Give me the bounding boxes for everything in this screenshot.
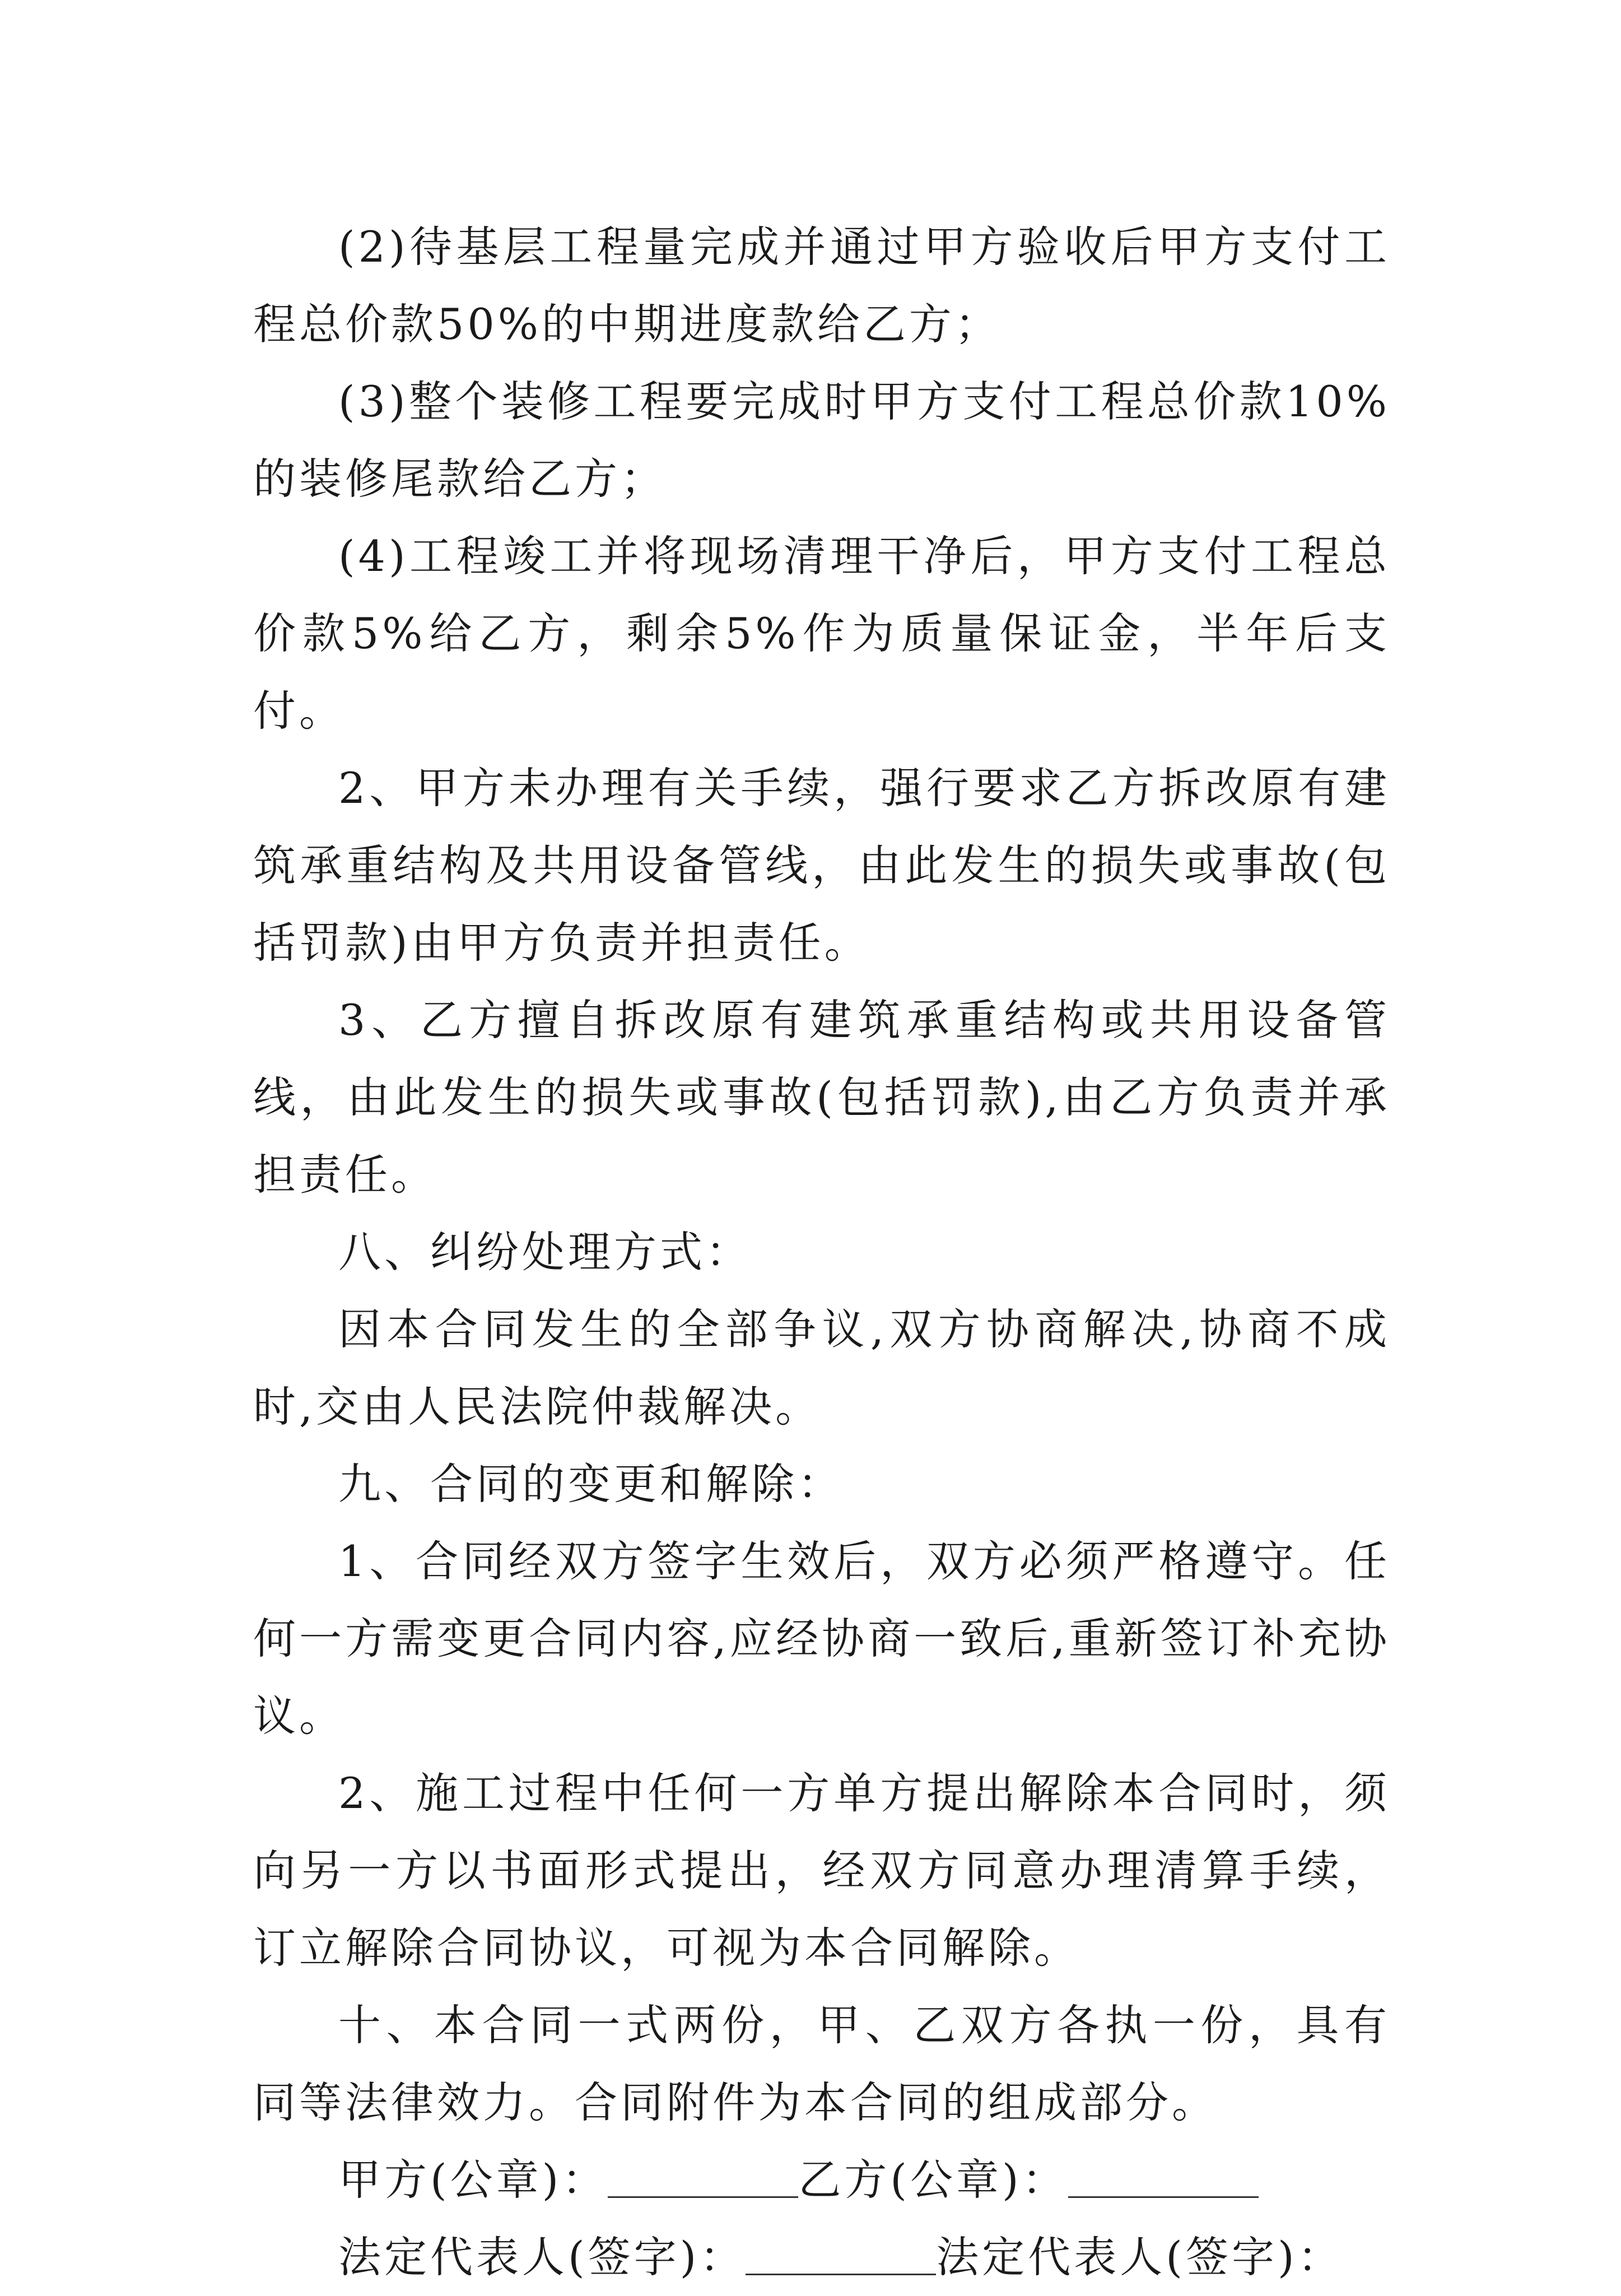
- rep-a-blank: [746, 2229, 936, 2275]
- section-heading-change: 九、合同的变更和解除：: [338, 1459, 844, 1509]
- rep-b-label: 法定代表人(签字)：: [936, 2232, 1344, 2282]
- party-b-seal-label: 乙方(公章)：: [798, 2155, 1068, 2205]
- rep-a-label: 法定代表人(签字)：: [338, 2232, 746, 2282]
- party-a-seal-label: 甲方(公章)：: [338, 2155, 608, 2205]
- section-heading-dispute: 八、纠纷处理方式：: [338, 1227, 752, 1277]
- paragraph-clause-3: 3、乙方擅自拆改原有建筑承重结构或共用设备管线，由此发生的损失或事故(包括罚款),由乙方负责并承担责任。: [253, 995, 1390, 1200]
- paragraph-payment-2: (2)待基层工程量完成并通过甲方验收后甲方支付工程总价款50%的中期进度款给乙方；: [253, 222, 1390, 349]
- paragraph-change-2: 2、施工过程中任何一方单方提出解除本合同时，须向另一方以书面形式提出，经双方同意办理清算手续，订立解除合同协议，可视为本合同解除。: [253, 1768, 1390, 1973]
- party-a-seal-blank: [608, 2151, 798, 2198]
- paragraph-copies: 十、本合同一式两份，甲、乙双方各执一份，具有同等法律效力。合同附件为本合同的组成部分。: [253, 2000, 1390, 2127]
- seal-line: [253, 2141, 1390, 2219]
- document-body: [253, 208, 1390, 2296]
- paragraph-dispute: 因本合同发生的全部争议,双方协商解决,协商不成时,交由人民法院仲裁解决。: [253, 1304, 1390, 1431]
- party-b-seal-blank: [1068, 2151, 1259, 2198]
- paragraph-change-1: 1、合同经双方签字生效后，双方必须严格遵守。任何一方需变更合同内容,应经协商一致后,重新签订补充协议。: [253, 1536, 1390, 1741]
- paragraph-payment-3: (3)整个装修工程要完成时甲方支付工程总价款10%的装修尾款给乙方；: [253, 377, 1390, 504]
- representative-line: [253, 2219, 1390, 2296]
- paragraph-clause-2: 2、甲方未办理有关手续，强行要求乙方拆改原有建筑承重结构及共用设备管线，由此发生的损失或事故(包括罚款)由甲方负责并担责任。: [253, 763, 1390, 968]
- paragraph-payment-4: (4)工程竣工并将现场清理干净后，甲方支付工程总价款5%给乙方，剩余5%作为质量保证金，半年后支付。: [253, 531, 1390, 736]
